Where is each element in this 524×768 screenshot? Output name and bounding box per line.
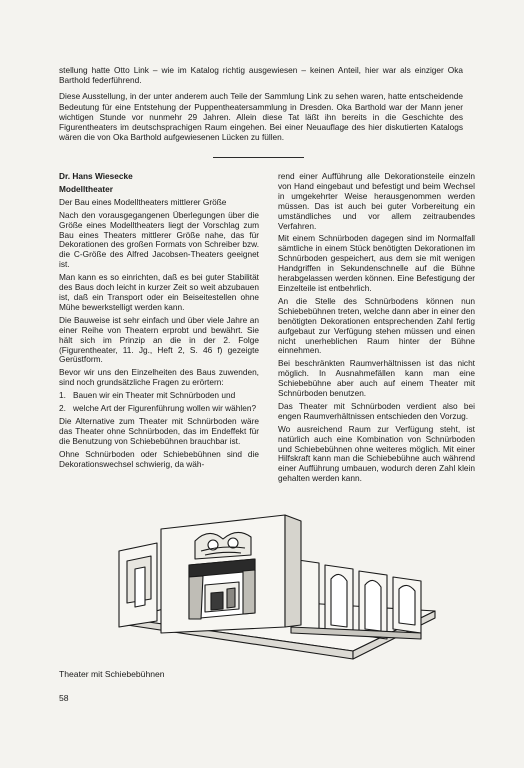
page-number: 58 [59, 693, 69, 703]
list-item [59, 391, 259, 401]
body-paragraph: Die Bauweise ist sehr einfach und über viele Jahre an einer Reihe von Theatern erprobt und bewährt. Sie hält sich im Prinzip an die in der 2. Folge (Figurentheater, 11. Jg., Heft 2, S. 46 f) gezeigte Gerüstform. [59, 314, 259, 365]
body-paragraph: Ohne Schnürboden oder Schiebebühnen sind die Dekorationswechsel schwierig, da wäh- [59, 448, 259, 469]
body-paragraph: Mit einem Schnürboden dagegen sind im Normalfall sämtliche in einem Stück benötigten Dekorationen im Schnürboden gespeichert, aus dem sie mit wenigen Handgriffen in Sekundenschnelle auf die Bühne herabgelassen werden können. Eine Befestigung der Einzelteile ist entbehrlich. [278, 233, 475, 293]
article-column-left [59, 172, 259, 472]
body-paragraph: Bevor wir uns den Einzelheiten des Baus zuwenden, sind noch grundsätzliche Fragen zu erörtern: [59, 367, 259, 388]
list-number: 1. [59, 390, 66, 401]
figure-caption: Theater mit Schiebebühnen [59, 669, 165, 679]
list-text: welche Art der Figurenführung wollen wir wählen? [73, 403, 257, 414]
body-paragraph: Die Alternative zum Theater mit Schnürboden wäre das Theater ohne Schnürboden, das im Endeffekt für die Benutzung von Schiebebühnen brauchbar ist. [59, 415, 259, 446]
body-paragraph: Der Bau eines Modelltheaters mittlerer Größe [59, 196, 227, 207]
intro-text [59, 65, 463, 148]
body-paragraph: Bei beschränkten Raumverhältnissen ist das nicht möglich. In Ausnahmefällen kann man eine Schiebebühne aber auch auf einem Theater mit Schnürboden benutzen. [278, 358, 475, 399]
body-paragraph: Wo ausreichend Raum zur Verfügung steht, ist natürlich auch eine Kombination von Schnürboden und Schiebebühnen ohne weiteres möglich. Mit einer Hilfskraft kann man die Schiebebühne auch während einer Aufführung umbauen, wodurch deren Zahl klein gehalten werden kann. [278, 423, 475, 484]
body-paragraph: rend einer Aufführung alle Dekorationsteile einzeln von Hand eingebaut und befestigt und beim Wechsel in umgekehrter Weise herausgenommen werden müssen. Das ist auch bei guter Vorbereitung ein umständliches und vor allem zeitraubendes Verfahren. [278, 171, 475, 231]
theater-illustration [105, 501, 445, 671]
body-paragraph: Das Theater mit Schnürboden verdient also bei engen Raumverhältnissen entschieden den Vorzug. [278, 400, 475, 421]
list-text: Bauen wir ein Theater mit Schnürboden und [73, 390, 236, 401]
body-paragraph: Man kann es so einrichten, daß es bei guter Stabilität des Baus doch leicht in kurzer Zeit so weit abzubauen ist, daß ein Transport oder ein Beiseitestellen ohne Mühe bewerkstelligt werden kann. [59, 272, 259, 312]
article-author: Dr. Hans Wiesecke [59, 171, 133, 181]
article-column-right [278, 172, 475, 487]
section-divider [213, 157, 304, 158]
intro-paragraph: Diese Ausstellung, in der unter anderem auch Teile der Sammlung Link zu sehen waren, hatte entscheidende Bedeutung für eine Entstehung der Puppentheatersammlung in Dresden. Oka Barthold war der Mann jener wichtigen Stunde vor nunmehr 29 Jahren. Allein diese Tat läßt ihn bereits in die Geschichte des Figurentheaters im deutschsprachigen Raum eingehen. Bei einer Neuauflage des hier diskutierten Katalogs wären die von Oka Barthold aufgewiesenen Lücken zu füllen. [59, 91, 463, 143]
article-title: Modelltheater [59, 183, 113, 194]
body-paragraph: An die Stelle des Schnürbodens können nun Schiebebühnen treten, welche dann aber in einer den benötigten Dekorationen entsprechenden Zahl fertig aufgebaut zur Verfügung stehen müssen und einen nicht unerheblichen Raum hinter der Bühne einnehmen. [278, 295, 475, 356]
list-number: 2. [59, 403, 66, 414]
list-item [59, 404, 259, 414]
intro-paragraph: stellung hatte Otto Link – wie im Katalog richtig ausgewiesen – keinen Anteil, hier war als einziger Oka Barthold federführend. [59, 65, 463, 86]
body-paragraph: Nach den vorausgegangenen Überlegungen über die Größe eines Modelltheaters liegt der Vorschlag zum Bau eines Theaters mittlerer Größe nahe, das für Dekorationen des großen Formats von Schreiber bzw. die C-Größe des Alfred Jacobsen-Theaters geeignet ist. [59, 209, 259, 270]
